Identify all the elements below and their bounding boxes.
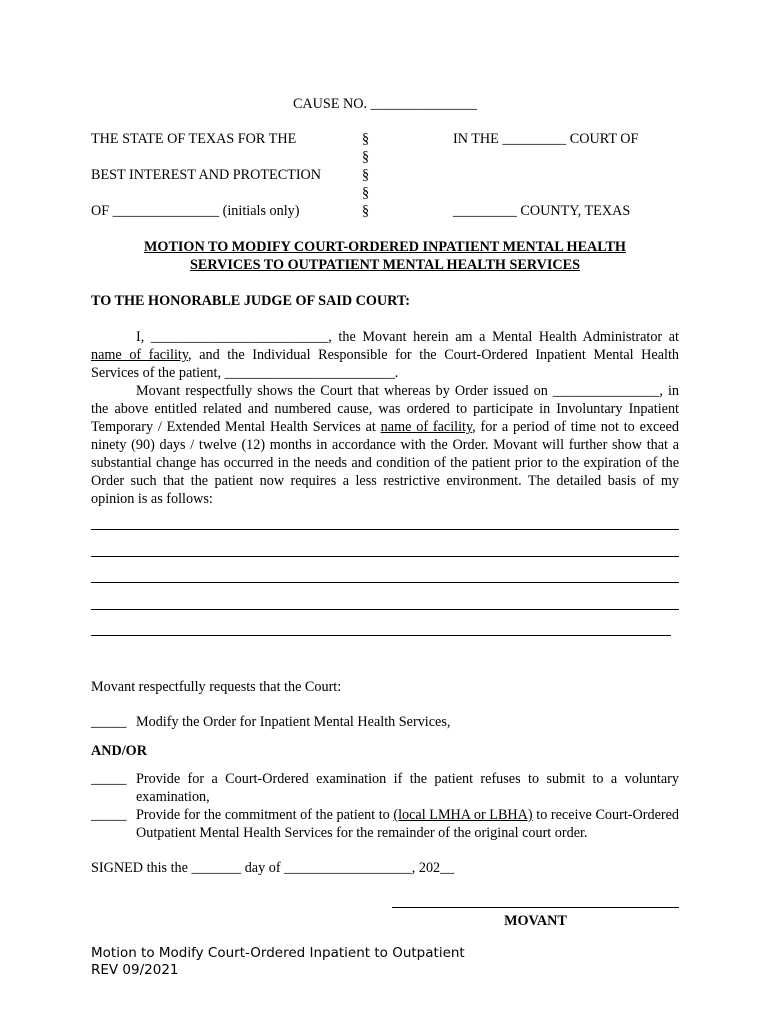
- option-text-part: Provide for the commitment of the patient to: [136, 807, 394, 823]
- signature-line: [392, 907, 679, 908]
- section-mark: §: [362, 203, 370, 219]
- option-examination: [91, 770, 679, 806]
- option-text: Modify the Order for Inpatient Mental Health Services,: [136, 714, 451, 730]
- county-line: _________ COUNTY, TEXAS: [453, 203, 631, 219]
- caption-left-line-3: OF _______________ (initials only): [91, 203, 300, 219]
- paragraph-text: I, _________________________, the Movant herein am a Mental Health Administrator at: [136, 329, 679, 345]
- document-title-line-1: MOTION TO MODIFY COURT-ORDERED INPATIENT MENTAL HEALTH: [144, 239, 626, 255]
- section-mark: §: [362, 149, 370, 165]
- opinion-blank-line: [91, 609, 679, 610]
- requests-intro: Movant respectfully requests that the Court:: [91, 679, 342, 695]
- lmha-placeholder: (local LMHA or LBHA): [393, 807, 533, 823]
- option-checkbox-blank: _____: [91, 714, 127, 730]
- section-mark: §: [362, 131, 370, 147]
- caption-left-line-1: THE STATE OF TEXAS FOR THE: [91, 131, 297, 147]
- option-text: [136, 806, 679, 842]
- body-paragraphs: [91, 328, 679, 508]
- opinion-blank-line: [91, 556, 679, 557]
- paragraph-movant-identity: [91, 328, 679, 382]
- caption-left-line-2: BEST INTEREST AND PROTECTION: [91, 167, 322, 183]
- facility-name-placeholder: name of facility: [91, 347, 189, 363]
- opinion-blank-line: [91, 635, 671, 636]
- paragraph-text: , for a period of time not to exceed ninety (90) days / twelve (12) months in accordance with the Order. Movant will further show that a substantial change has occurred in the needs and condition of the patient prior to the expiration of the Order such that the patient now requires a less restrictive environment. The detailed basis of my opinion is as follows:: [91, 419, 679, 507]
- footer-form-title: Motion to Modify Court-Ordered Inpatient to Outpatient: [91, 945, 465, 961]
- option-text-part: to receive Court-Ordered Outpatient Mental Health Services for the remainder of the original court order.: [136, 807, 679, 841]
- paragraph-text: Movant respectfully shows the Court that whereas by Order issued on _______________, in the above entitled related and numbered cause, was ordered to participate in Involuntary Inpatient Temporary / Extended Mental Health Services at: [91, 383, 679, 435]
- opinion-blank-line: [91, 582, 679, 583]
- and-or-label: AND/OR: [91, 743, 147, 759]
- option-text: Provide for a Court-Ordered examination if the patient refuses to submit to a voluntary examination,: [136, 771, 679, 805]
- signed-date-line: SIGNED this the _______ day of __________________, 202__: [91, 860, 455, 876]
- footer-revision: REV 09/2021: [91, 962, 179, 978]
- option-checkbox-blank: _____: [91, 807, 127, 823]
- salutation: TO THE HONORABLE JUDGE OF SAID COURT:: [91, 293, 411, 309]
- opinion-blank-line: [91, 529, 679, 530]
- option-outpatient-commitment: [91, 806, 679, 842]
- paragraph-text: , and the Individual Responsible for the Court-Ordered Inpatient Mental Health Services of the patient, ________________________.: [91, 347, 679, 381]
- document-title-line-2: SERVICES TO OUTPATIENT MENTAL HEALTH SERVICES: [190, 257, 580, 273]
- paragraph-order-details: [91, 382, 679, 508]
- option-modify-order: [91, 713, 679, 731]
- option-checkbox-blank: _____: [91, 771, 127, 787]
- court-line: IN THE _________ COURT OF: [453, 131, 639, 147]
- facility-name-placeholder: name of facility: [380, 419, 473, 435]
- signature-label: MOVANT: [504, 913, 567, 929]
- section-mark: §: [362, 167, 370, 183]
- cause-number: CAUSE NO. _______________: [292, 96, 478, 112]
- section-mark: §: [362, 185, 370, 201]
